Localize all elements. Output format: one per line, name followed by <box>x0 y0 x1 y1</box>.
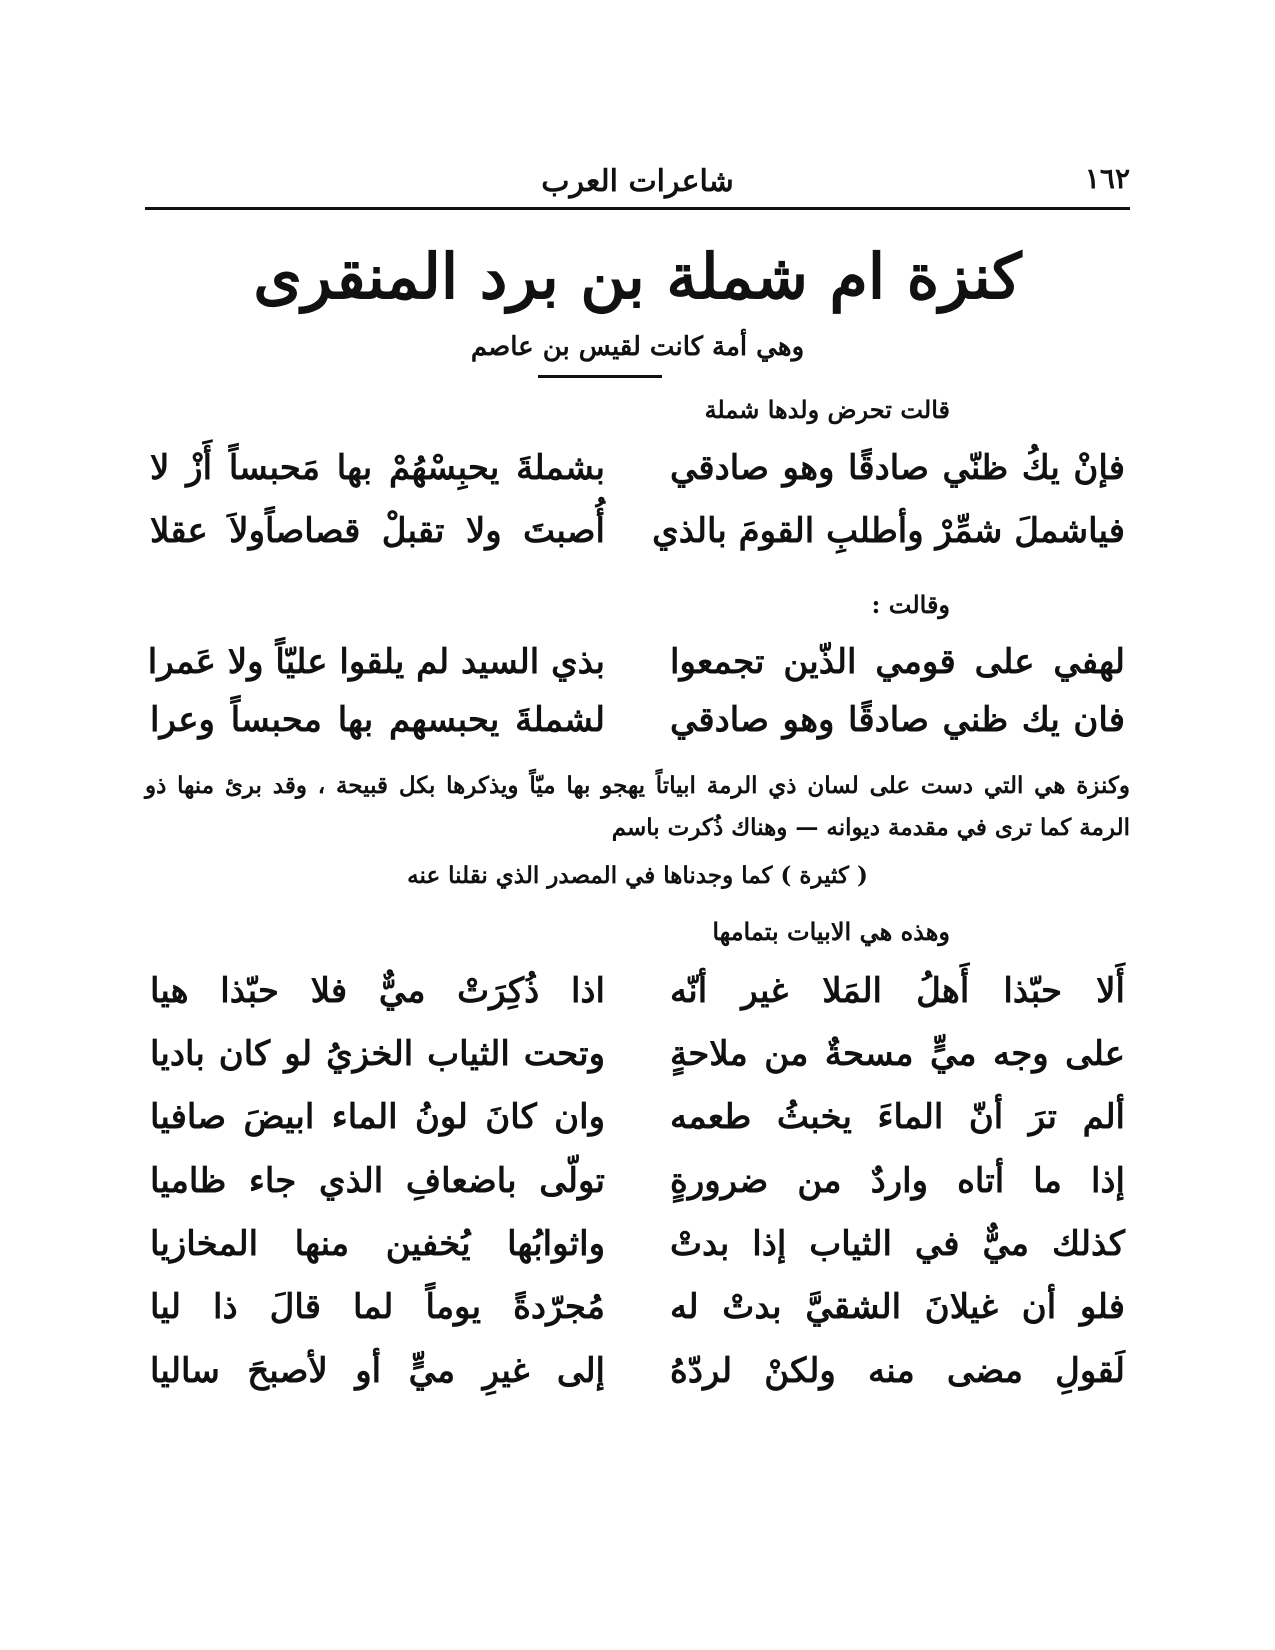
verse-first-hemistich: إذا ما أتاه واردٌ من ضرورةٍ <box>670 1161 1125 1201</box>
page-header <box>145 158 1130 204</box>
verse-line <box>150 694 1125 746</box>
verse-second-hemistich: أُصبتَ ولا تقبلْ قصاصاًولاَ عقلا <box>150 511 605 551</box>
verse-first-hemistich: فإنْ يكُ ظنّي صادقًا وهو صادقي <box>670 448 1125 488</box>
verse-first-hemistich: ألم ترَ أنّ الماءَ يخبثُ طعمه <box>670 1097 1125 1137</box>
verse-first-hemistich: لهفي على قومي الذّين تجمعوا <box>670 642 1125 682</box>
verse-first-hemistich: فلو أن غيلانَ الشقيَّ بدتْ له <box>670 1287 1125 1327</box>
verse-second-hemistich: اذا ذُكِرَتْ ميٌّ فلا حبّذا هيا <box>150 971 605 1011</box>
verse-first-hemistich: كذلك ميٌّ في الثياب إذا بدتْ <box>670 1224 1125 1264</box>
verse-line <box>150 1091 1125 1143</box>
verse-line <box>150 1281 1125 1333</box>
verse-second-hemistich: لشملةَ يحبسهم بها محبساً وعرا <box>150 700 605 740</box>
running-title: شاعرات العرب <box>541 163 734 199</box>
section3-intro: وهذه هي الابيات بتمامها <box>712 917 950 946</box>
section1-intro: قالت تحرض ولدها شملة <box>704 395 950 424</box>
verse-line <box>150 442 1125 494</box>
verse-line <box>150 1155 1125 1207</box>
verse-first-hemistich: فياشملَ شمِّرْ وأطلبِ القومَ بالذي <box>652 511 1125 551</box>
note-paragraph: وكنزة هي التي دست على لسان ذي الرمة ابياتاً يهجو بها ميّاً ويذكرها بكل قبيحة ، وقد برئ منها ذو الرمة كما ترى في مقدمة ديوانه — وهناك ذُكرت باسم <box>145 772 1130 841</box>
title-divider <box>538 375 662 378</box>
verse-line <box>150 1218 1125 1270</box>
verse-first-hemistich: لَقولِ مضى منه ولكنْ لردّهُ <box>670 1351 1125 1391</box>
verse-second-hemistich: وان كانَ لونُ الماء ابيضَ صافيا <box>150 1097 605 1137</box>
verse-second-hemistich: بشملةَ يحبِسْهُمْ بها مَحبساً أَزْ لا <box>150 448 605 488</box>
verse-first-hemistich: أَلا حبّذا أَهلُ المَلا غير أنّه <box>670 971 1125 1011</box>
verse-second-hemistich: واثوابُها يُخفين منها المخازيا <box>150 1224 605 1264</box>
header-rule <box>145 207 1130 210</box>
chapter-title: كنزة ام شملة بن برد المنقرى <box>253 240 1022 313</box>
verse-line <box>150 505 1125 557</box>
verse-first-hemistich: على وجه ميٍّ مسحةٌ من ملاحةٍ <box>670 1034 1125 1074</box>
verse-second-hemistich: تولّى باضعافِ الذي جاء ظاميا <box>150 1161 605 1201</box>
verse-line <box>150 1028 1125 1080</box>
chapter-subtitle: وهي أمة كانت لقيس بن عاصم <box>470 332 805 362</box>
verse-line <box>150 1345 1125 1397</box>
verse-second-hemistich: مُجرّدةً يوماً لما قالَ ذا ليا <box>150 1287 605 1327</box>
verse-line <box>150 965 1125 1017</box>
verse-line <box>147 636 1125 688</box>
verse-second-hemistich: إلى غيرِ ميٍّ أو لأصبحَ ساليا <box>150 1351 605 1391</box>
verse-second-hemistich: بذي السيد لم يلقوا عليّاً ولا عَمرا <box>147 642 605 682</box>
section2-intro: وقالت : <box>871 590 950 619</box>
verse-second-hemistich: وتحت الثياب الخزيُ لو كان باديا <box>150 1034 605 1074</box>
verse-first-hemistich: فان يك ظني صادقًا وهو صادقي <box>670 700 1125 740</box>
note-last-line: ( كثيرة ) كما وجدناها في المصدر الذي نقلنا عنه <box>407 862 868 889</box>
page-number: ١٦٢ <box>1084 162 1130 195</box>
